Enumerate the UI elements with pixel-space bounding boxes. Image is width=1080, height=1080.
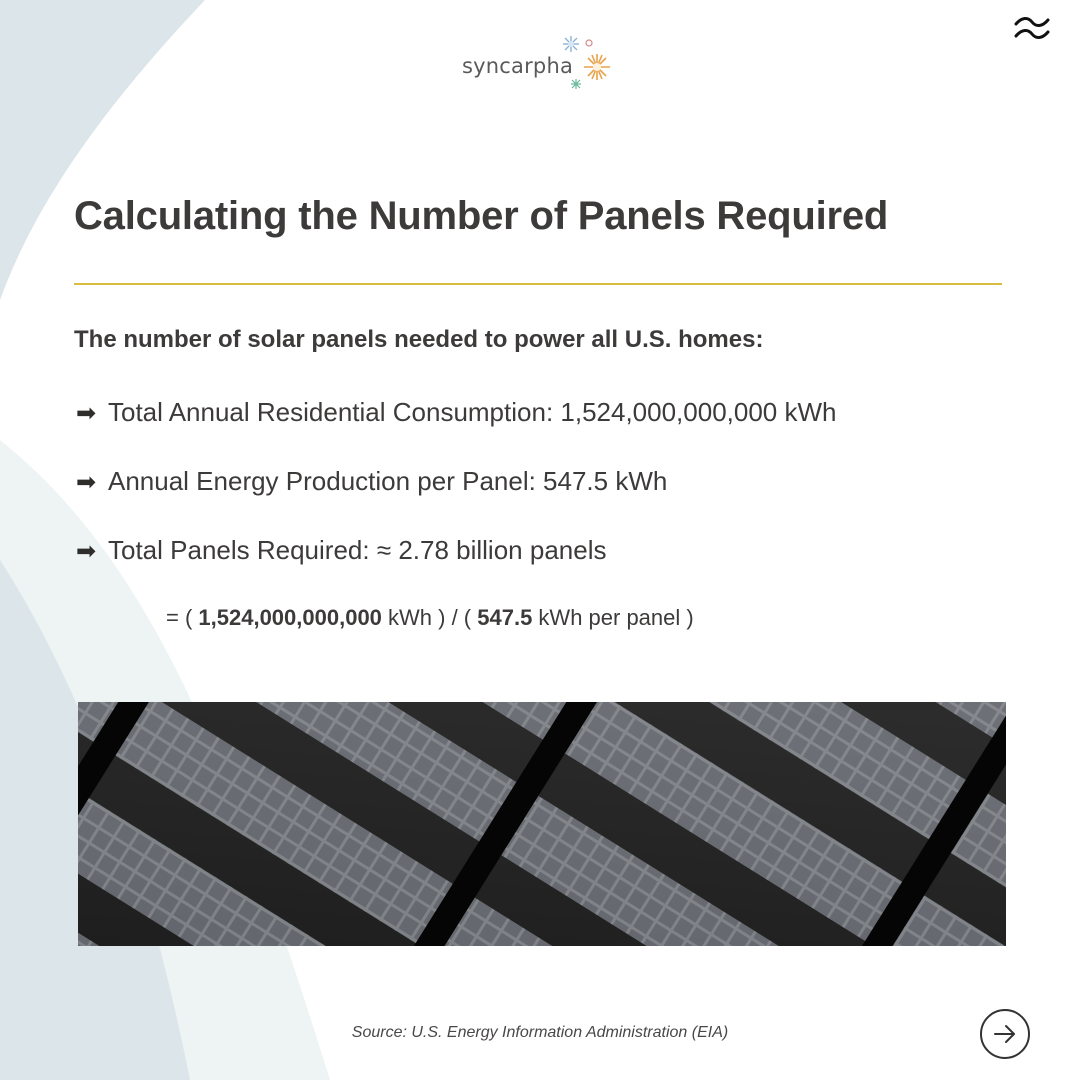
logo-starburst-icon	[462, 32, 622, 96]
consumption-value: 1,524,000,000,000	[198, 605, 382, 630]
title-divider	[74, 283, 1002, 285]
calculation-formula	[166, 605, 694, 631]
next-button[interactable]	[980, 1009, 1030, 1059]
right-arrow-icon: ➡	[76, 469, 97, 496]
production-unit: kWh per panel )	[532, 605, 694, 630]
arrow-right-icon	[991, 1020, 1019, 1048]
fact-item	[76, 535, 606, 566]
formula-prefix: = (	[166, 605, 199, 630]
logo-wordmark: syncarpha	[462, 54, 574, 78]
fact-text: Total Annual Residential Consumption: 1,524,000,000,000 kWh	[108, 397, 837, 427]
source-note: Source: U.S. Energy Information Administration (EIA)	[351, 1024, 729, 1041]
right-arrow-icon: ➡	[76, 400, 97, 427]
fact-item	[76, 466, 667, 497]
page-title: Calculating the Number of Panels Required	[74, 194, 889, 238]
subheading: The number of solar panels needed to power all U.S. homes:	[74, 326, 764, 353]
production-value: 547.5	[477, 605, 533, 630]
consumption-unit: kWh ) / (	[381, 605, 478, 630]
approx-menu-icon[interactable]	[1012, 14, 1052, 42]
solar-panels-image	[78, 702, 1006, 946]
fact-text: Annual Energy Production per Panel: 547.5 kWh	[108, 466, 668, 496]
fact-item	[76, 397, 836, 428]
syncarpha-logo	[462, 32, 622, 96]
right-arrow-icon: ➡	[76, 538, 97, 565]
fact-text: Total Panels Required: ≈ 2.78 billion panels	[108, 535, 607, 565]
